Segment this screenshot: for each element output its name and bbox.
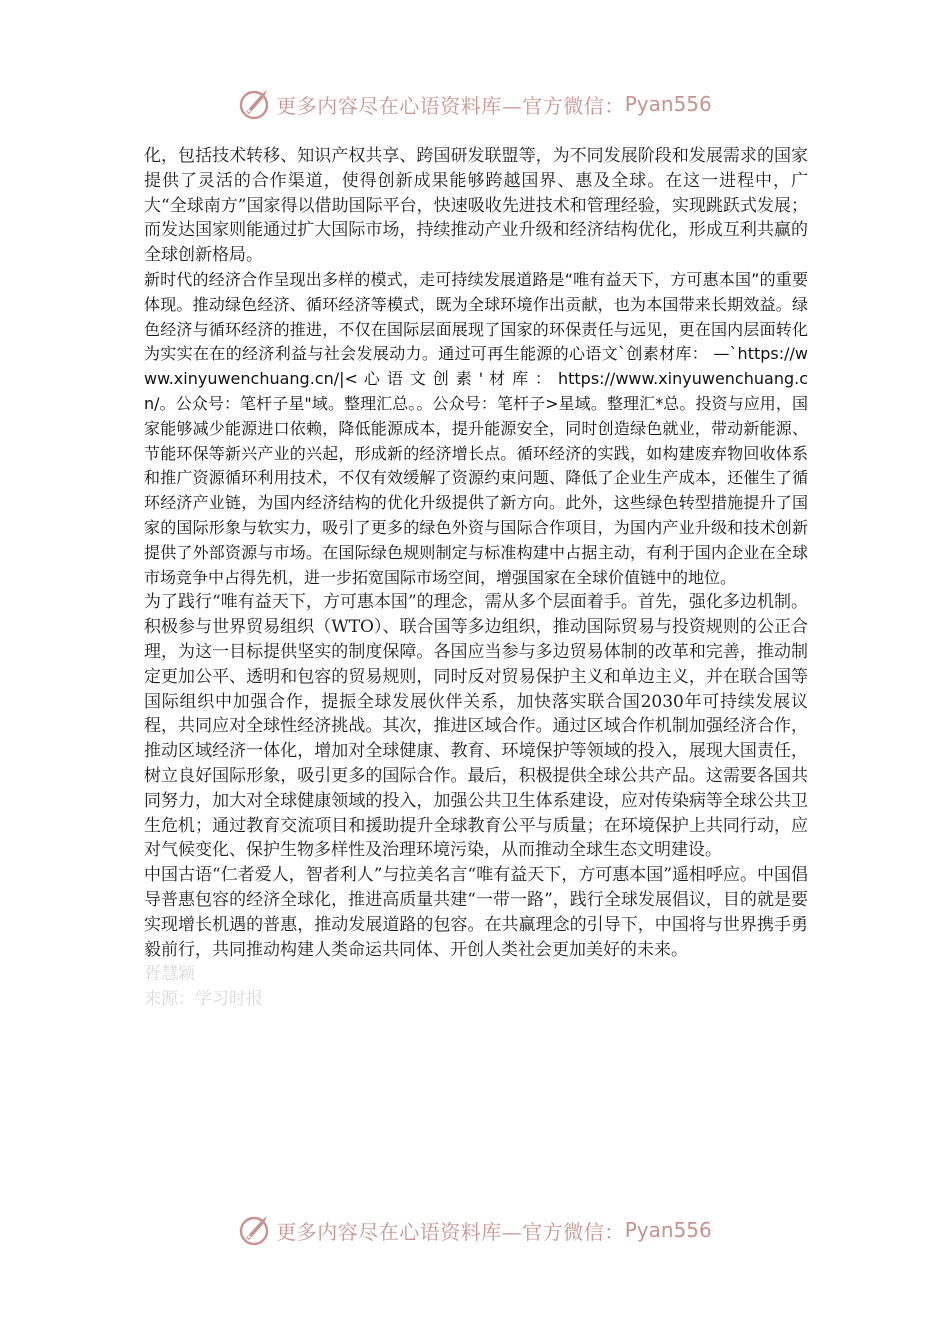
banner-text: 更多内容尽在心语资料库—官方微信： bbox=[276, 93, 625, 118]
banner-wechat-id: Pyan556 bbox=[624, 1218, 712, 1242]
header-banner bbox=[0, 84, 950, 124]
banner-wechat-id: Pyan556 bbox=[624, 92, 712, 116]
author-name: 胥慧颖 bbox=[144, 964, 195, 985]
paragraph-2: 新时代的经济合作呈现出多样的模式，走可持续发展道路是“唯有益天下，方可惠本国”的重要体现。推动绿色经济、循环经济等模式，既为全球环境作出贡献，也为本国带来长期效益。绿色经济与循环经济的推进，不仅在国际层面展现了国家的环保责任与远见，更在国内层面转化为实实在在的经济利益与社会发展动力。通过可再生能源的心语文`创素材库： —`https://www.xinyuwenchuang.cn/|< 心 语 文 创 素 ' 材 库 ： https://www.xinyuwenchuang.cn/。公众号：笔杆子星"域。整理汇总。。公众号：笔杆子>星域。整理汇*总。投资与应用，国家能够减少能源进口依赖，降低能源成本，提升能源安全，同时创造绿色就业，带动新能源、节能环保等新兴产业的兴起，形成新的经济增长点。循环经济的实践，如构建废弃物回收体系和推广资源循环利用技术，不仅有效缓解了资源约束问题、降低了企业生产成本，还催生了循环经济产业链，为国内经济结构的优化升级提供了新方向。此外，这些绿色转型措施提升了国家的国际形象与软实力，吸引了更多的绿色外资与国际合作项目，为国内产业升级和技术创新提供了外部资源与市场。在国际绿色规则制定与标准构建中占据主动，有利于国内企业在全球市场竞争中占得先机，进一步拓宽国际市场空间，增强国家在全球价值链中的地位。 bbox=[144, 269, 808, 587]
article-body bbox=[144, 144, 808, 1012]
source-line: 来源：学习时报 bbox=[144, 989, 263, 1010]
banner-text: 更多内容尽在心语资料库—官方微信： bbox=[276, 1219, 625, 1244]
footer-banner bbox=[0, 1210, 950, 1250]
paragraph-4: 中国古语“仁者爱人，智者利人”与拉美名言“唯有益天下，方可惠本国”遥相呼应。中国倡导普惠包容的经济全球化，推进高质量共建“一带一路”，践行全球发展倡议，目的就是要实现增长机遇的普惠，推动发展道路的包容。在共赢理念的引导下，中国将与世界携手勇毅前行，共同推动构建人类命运共同体、开创人类社会更加美好的未来。 bbox=[144, 865, 808, 960]
pen-logo-icon bbox=[238, 86, 274, 122]
paragraph-1: 化，包括技术转移、知识产权共享、跨国研发联盟等，为不同发展阶段和发展需求的国家提供了灵活的合作渠道，使得创新成果能够跨越国界、惠及全球。在这一进程中，广大“全球南方”国家得以借助国际平台，快速吸收先进技术和管理经验，实现跳跃式发展；而发达国家则能通过扩大国际市场，持续推动产业升级和经济结构优化，形成互利共赢的全球创新格局。 bbox=[144, 146, 808, 266]
pen-logo-icon bbox=[238, 1212, 274, 1248]
paragraph-3: 为了践行“唯有益天下，方可惠本国”的理念，需从多个层面着手。首先，强化多边机制。积极参与世界贸易组织（WTO）、联合国等多边组织，推动国际贸易与投资规则的公正合理，为这一目标提供坚实的制度保障。各国应当参与多边贸易体制的改革和完善，推动制定更加公平、透明和包容的贸易规则，同时反对贸易保护主义和单边主义，并在联合国等国际组织中加强合作，提振全球发展伙伴关系，加快落实联合国2030年可持续发展议程，共同应对全球性经济挑战。其次，推进区域合作。通过区域合作机制加强经济合作，推动区域经济一体化，增加对全球健康、教育、环境保护等领域的投入，展现大国责任，树立良好国际形象，吸引更多的国际合作。最后，积极提供全球公共产品。这需要各国共同努力，加大对全球健康领域的投入，加强公共卫生体系建设，应对传染病等全球公共卫生危机；通过教育交流项目和援助提升全球教育公平与质量；在环境保护上共同行动，应对气候变化、保护生物多样性及治理环境污染，从而推动全球生态文明建设。 bbox=[144, 592, 808, 861]
